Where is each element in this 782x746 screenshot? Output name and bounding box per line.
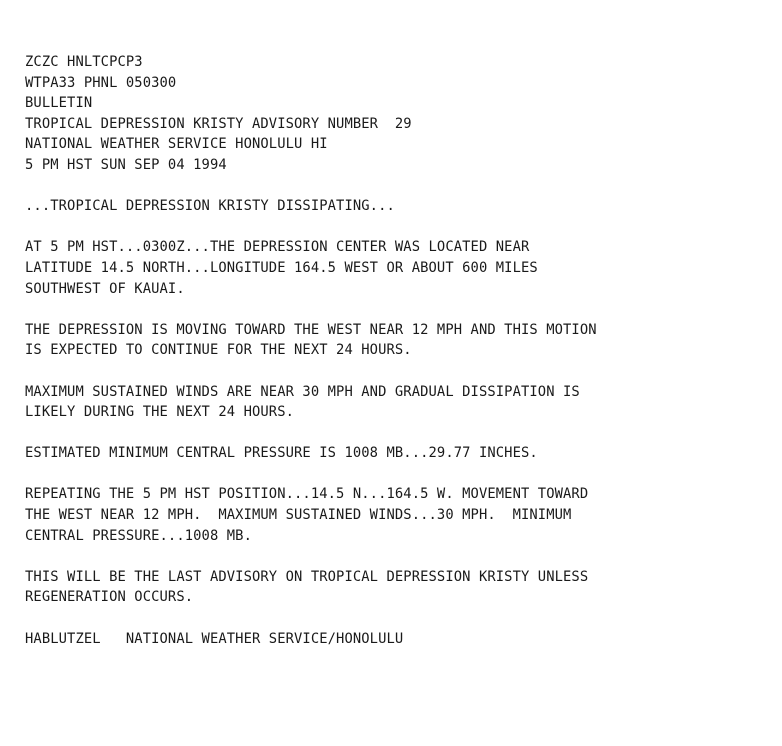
paragraph-line: CENTRAL PRESSURE...1008 MB. bbox=[25, 527, 252, 544]
header-line-5: NATIONAL WEATHER SERVICE HONOLULU HI bbox=[25, 136, 328, 153]
paragraph-line: AT 5 PM HST...0300Z...THE DEPRESSION CENTER WAS LOCATED NEAR bbox=[25, 239, 530, 256]
header-line-2: WTPA33 PHNL 050300 bbox=[25, 74, 177, 91]
header-line-4: TROPICAL DEPRESSION KRISTY ADVISORY NUMBER 29 bbox=[25, 115, 412, 132]
header-line-3: BULLETIN bbox=[25, 95, 93, 112]
paragraph-movement bbox=[25, 320, 765, 361]
paragraph-line: THE DEPRESSION IS MOVING TOWARD THE WEST NEAR 12 MPH AND THIS MOTION bbox=[25, 321, 597, 338]
blank-line bbox=[25, 464, 765, 485]
paragraph-winds bbox=[25, 382, 765, 423]
blank-line bbox=[25, 361, 765, 382]
blank-line bbox=[25, 546, 765, 567]
paragraph-line: LIKELY DURING THE NEXT 24 HOURS. bbox=[25, 404, 295, 421]
paragraph-line: THE WEST NEAR 12 MPH. MAXIMUM SUSTAINED WINDS...30 MPH. MINIMUM bbox=[25, 507, 572, 524]
header-block bbox=[25, 52, 765, 176]
paragraph-line: REPEATING THE 5 PM HST POSITION...14.5 N...164.5 W. MOVEMENT TOWARD bbox=[25, 486, 589, 503]
headline: ...TROPICAL DEPRESSION KRISTY DISSIPATING... bbox=[25, 198, 395, 215]
paragraph-position bbox=[25, 237, 765, 299]
blank-line bbox=[25, 217, 765, 238]
signature-line: HABLUTZEL NATIONAL WEATHER SERVICE/HONOLULU bbox=[25, 630, 404, 647]
paragraph-line: LATITUDE 14.5 NORTH...LONGITUDE 164.5 WEST OR ABOUT 600 MILES bbox=[25, 259, 538, 276]
paragraph-line: IS EXPECTED TO CONTINUE FOR THE NEXT 24 HOURS. bbox=[25, 342, 412, 359]
blank-line bbox=[25, 299, 765, 320]
blank-line bbox=[25, 608, 765, 629]
header-line-6: 5 PM HST SUN SEP 04 1994 bbox=[25, 156, 227, 173]
paragraph-line: SOUTHWEST OF KAUAI. bbox=[25, 280, 185, 297]
paragraph-line: REGENERATION OCCURS. bbox=[25, 589, 194, 606]
paragraph-pressure bbox=[25, 443, 765, 464]
header-line-1: ZCZC HNLTCPCP3 bbox=[25, 54, 143, 70]
paragraph-line: ESTIMATED MINIMUM CENTRAL PRESSURE IS 1008 MB...29.77 INCHES. bbox=[25, 445, 538, 462]
paragraph-last-advisory bbox=[25, 567, 765, 608]
blank-line bbox=[25, 176, 765, 197]
paragraph-line: THIS WILL BE THE LAST ADVISORY ON TROPICAL DEPRESSION KRISTY UNLESS bbox=[25, 568, 589, 585]
paragraph-repeat-summary bbox=[25, 484, 765, 546]
blank-line bbox=[25, 423, 765, 444]
paragraph-line: MAXIMUM SUSTAINED WINDS ARE NEAR 30 MPH AND GRADUAL DISSIPATION IS bbox=[25, 383, 580, 400]
advisory-document bbox=[25, 52, 765, 649]
